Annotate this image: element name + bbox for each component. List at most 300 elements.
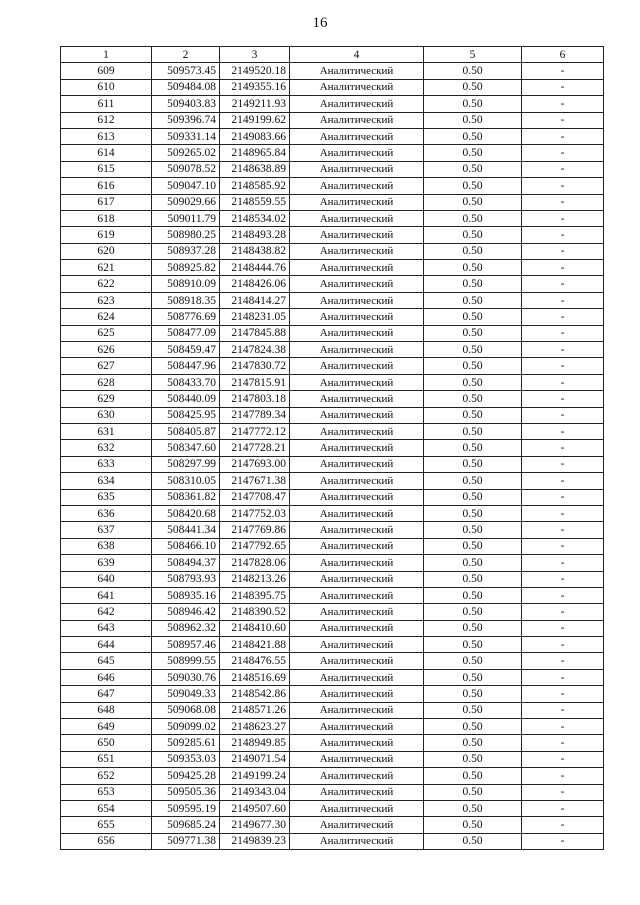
point-number-cell: 615: [61, 161, 152, 177]
table-row: [61, 587, 604, 603]
description-cell: -: [522, 833, 604, 849]
description-cell: -: [522, 63, 604, 79]
x-coordinate-cell: 509029.66: [152, 194, 220, 210]
x-coordinate-cell: 508935.16: [152, 587, 220, 603]
method-cell: Аналитический: [290, 620, 424, 636]
method-cell: Аналитический: [290, 358, 424, 374]
description-cell: -: [522, 719, 604, 735]
header-x-coordinate: 2: [152, 47, 220, 63]
point-number-cell: 631: [61, 423, 152, 439]
y-coordinate-cell: 2148421.88: [220, 637, 290, 653]
accuracy-cell: 0.50: [424, 128, 522, 144]
method-cell: Аналитический: [290, 751, 424, 767]
x-coordinate-cell: 508441.34: [152, 522, 220, 538]
y-coordinate-cell: 2147789.34: [220, 407, 290, 423]
x-coordinate-cell: 509047.10: [152, 178, 220, 194]
description-cell: -: [522, 505, 604, 521]
description-cell: -: [522, 358, 604, 374]
description-cell: -: [522, 604, 604, 620]
accuracy-cell: 0.50: [424, 473, 522, 489]
x-coordinate-cell: 508361.82: [152, 489, 220, 505]
x-coordinate-cell: 509595.19: [152, 800, 220, 816]
method-cell: Аналитический: [290, 768, 424, 784]
y-coordinate-cell: 2148585.92: [220, 178, 290, 194]
accuracy-cell: 0.50: [424, 538, 522, 554]
accuracy-cell: 0.50: [424, 63, 522, 79]
header-point-number: 1: [61, 47, 152, 63]
y-coordinate-cell: 2147769.86: [220, 522, 290, 538]
description-cell: -: [522, 620, 604, 636]
point-number-cell: 614: [61, 145, 152, 161]
point-number-cell: 609: [61, 63, 152, 79]
description-cell: -: [522, 751, 604, 767]
description-cell: -: [522, 96, 604, 112]
y-coordinate-cell: 2149355.16: [220, 79, 290, 95]
table-row: [61, 145, 604, 161]
accuracy-cell: 0.50: [424, 391, 522, 407]
point-number-cell: 650: [61, 735, 152, 751]
table-row: [61, 79, 604, 95]
accuracy-cell: 0.50: [424, 194, 522, 210]
point-number-cell: 626: [61, 342, 152, 358]
table-row: [61, 161, 604, 177]
method-cell: Аналитический: [290, 342, 424, 358]
y-coordinate-cell: 2149199.24: [220, 768, 290, 784]
method-cell: Аналитический: [290, 522, 424, 538]
description-cell: -: [522, 194, 604, 210]
point-number-cell: 641: [61, 587, 152, 603]
accuracy-cell: 0.50: [424, 276, 522, 292]
method-cell: Аналитический: [290, 833, 424, 849]
table-row: [61, 440, 604, 456]
point-number-cell: 625: [61, 325, 152, 341]
method-cell: Аналитический: [290, 309, 424, 325]
accuracy-cell: 0.50: [424, 669, 522, 685]
y-coordinate-cell: 2148213.26: [220, 571, 290, 587]
method-cell: Аналитический: [290, 604, 424, 620]
point-number-cell: 618: [61, 210, 152, 226]
y-coordinate-cell: 2149083.66: [220, 128, 290, 144]
accuracy-cell: 0.50: [424, 292, 522, 308]
x-coordinate-cell: 508946.42: [152, 604, 220, 620]
accuracy-cell: 0.50: [424, 604, 522, 620]
accuracy-cell: 0.50: [424, 96, 522, 112]
y-coordinate-cell: 2148534.02: [220, 210, 290, 226]
accuracy-cell: 0.50: [424, 571, 522, 587]
x-coordinate-cell: 508957.46: [152, 637, 220, 653]
method-cell: Аналитический: [290, 407, 424, 423]
header-method: 4: [290, 47, 424, 63]
table-row: [61, 309, 604, 325]
description-cell: -: [522, 276, 604, 292]
y-coordinate-cell: 2148414.27: [220, 292, 290, 308]
point-number-cell: 638: [61, 538, 152, 554]
table-row: [61, 227, 604, 243]
y-coordinate-cell: 2148542.86: [220, 686, 290, 702]
point-number-cell: 612: [61, 112, 152, 128]
y-coordinate-cell: 2149520.18: [220, 63, 290, 79]
accuracy-cell: 0.50: [424, 178, 522, 194]
point-number-cell: 619: [61, 227, 152, 243]
table-row: [61, 505, 604, 521]
y-coordinate-cell: 2147671.38: [220, 473, 290, 489]
x-coordinate-cell: 509403.83: [152, 96, 220, 112]
point-number-cell: 639: [61, 555, 152, 571]
table-row: [61, 653, 604, 669]
point-number-cell: 629: [61, 391, 152, 407]
x-coordinate-cell: 508477.09: [152, 325, 220, 341]
description-cell: -: [522, 653, 604, 669]
accuracy-cell: 0.50: [424, 522, 522, 538]
method-cell: Аналитический: [290, 325, 424, 341]
accuracy-cell: 0.50: [424, 833, 522, 849]
accuracy-cell: 0.50: [424, 620, 522, 636]
table-row: [61, 669, 604, 685]
method-cell: Аналитический: [290, 669, 424, 685]
method-cell: Аналитический: [290, 440, 424, 456]
point-number-cell: 635: [61, 489, 152, 505]
y-coordinate-cell: 2148438.82: [220, 243, 290, 259]
description-cell: -: [522, 178, 604, 194]
y-coordinate-cell: 2148623.27: [220, 719, 290, 735]
y-coordinate-cell: 2148559.55: [220, 194, 290, 210]
y-coordinate-cell: 2147792.65: [220, 538, 290, 554]
method-cell: Аналитический: [290, 735, 424, 751]
description-cell: -: [522, 817, 604, 833]
description-cell: -: [522, 587, 604, 603]
x-coordinate-cell: 509099.02: [152, 719, 220, 735]
table-row: [61, 768, 604, 784]
header-accuracy: 5: [424, 47, 522, 63]
x-coordinate-cell: 509285.61: [152, 735, 220, 751]
table-row: [61, 128, 604, 144]
accuracy-cell: 0.50: [424, 800, 522, 816]
table-row: [61, 751, 604, 767]
y-coordinate-cell: 2149343.04: [220, 784, 290, 800]
table-row: [61, 571, 604, 587]
y-coordinate-cell: 2147803.18: [220, 391, 290, 407]
x-coordinate-cell: 508980.25: [152, 227, 220, 243]
accuracy-cell: 0.50: [424, 784, 522, 800]
description-cell: -: [522, 669, 604, 685]
method-cell: Аналитический: [290, 423, 424, 439]
point-number-cell: 649: [61, 719, 152, 735]
description-cell: -: [522, 342, 604, 358]
accuracy-cell: 0.50: [424, 227, 522, 243]
method-cell: Аналитический: [290, 391, 424, 407]
table-row: [61, 555, 604, 571]
x-coordinate-cell: 508999.55: [152, 653, 220, 669]
method-cell: Аналитический: [290, 800, 424, 816]
accuracy-cell: 0.50: [424, 342, 522, 358]
method-cell: Аналитический: [290, 96, 424, 112]
point-number-cell: 632: [61, 440, 152, 456]
accuracy-cell: 0.50: [424, 702, 522, 718]
x-coordinate-cell: 508347.60: [152, 440, 220, 456]
description-cell: -: [522, 79, 604, 95]
table-row: [61, 260, 604, 276]
y-coordinate-cell: 2149507.60: [220, 800, 290, 816]
point-number-cell: 647: [61, 686, 152, 702]
description-cell: -: [522, 407, 604, 423]
point-number-cell: 620: [61, 243, 152, 259]
x-coordinate-cell: 508425.95: [152, 407, 220, 423]
point-number-cell: 651: [61, 751, 152, 767]
y-coordinate-cell: 2149211.93: [220, 96, 290, 112]
accuracy-cell: 0.50: [424, 161, 522, 177]
table-row: [61, 423, 604, 439]
y-coordinate-cell: 2147708.47: [220, 489, 290, 505]
x-coordinate-cell: 509484.08: [152, 79, 220, 95]
x-coordinate-cell: 508962.32: [152, 620, 220, 636]
x-coordinate-cell: 509030.76: [152, 669, 220, 685]
x-coordinate-cell: 508310.05: [152, 473, 220, 489]
accuracy-cell: 0.50: [424, 751, 522, 767]
method-cell: Аналитический: [290, 686, 424, 702]
table-row: [61, 473, 604, 489]
description-cell: -: [522, 538, 604, 554]
point-number-cell: 656: [61, 833, 152, 849]
point-number-cell: 622: [61, 276, 152, 292]
description-cell: -: [522, 227, 604, 243]
x-coordinate-cell: 509331.14: [152, 128, 220, 144]
y-coordinate-cell: 2149677.30: [220, 817, 290, 833]
point-number-cell: 621: [61, 260, 152, 276]
x-coordinate-cell: 509425.28: [152, 768, 220, 784]
y-coordinate-cell: 2148476.55: [220, 653, 290, 669]
y-coordinate-cell: 2148965.84: [220, 145, 290, 161]
table-row: [61, 325, 604, 341]
method-cell: Аналитический: [290, 128, 424, 144]
method-cell: Аналитический: [290, 194, 424, 210]
table-row: [61, 604, 604, 620]
x-coordinate-cell: 509068.08: [152, 702, 220, 718]
point-number-cell: 640: [61, 571, 152, 587]
point-number-cell: 633: [61, 456, 152, 472]
description-cell: -: [522, 210, 604, 226]
description-cell: -: [522, 686, 604, 702]
method-cell: Аналитический: [290, 374, 424, 390]
description-cell: -: [522, 555, 604, 571]
table-row: [61, 800, 604, 816]
x-coordinate-cell: 508494.37: [152, 555, 220, 571]
accuracy-cell: 0.50: [424, 210, 522, 226]
accuracy-cell: 0.50: [424, 489, 522, 505]
method-cell: Аналитический: [290, 145, 424, 161]
point-number-cell: 617: [61, 194, 152, 210]
method-cell: Аналитический: [290, 243, 424, 259]
accuracy-cell: 0.50: [424, 407, 522, 423]
x-coordinate-cell: 509265.02: [152, 145, 220, 161]
point-number-cell: 627: [61, 358, 152, 374]
x-coordinate-cell: 508910.09: [152, 276, 220, 292]
table-row: [61, 784, 604, 800]
point-number-cell: 655: [61, 817, 152, 833]
table-row: [61, 342, 604, 358]
description-cell: -: [522, 391, 604, 407]
method-cell: Аналитический: [290, 702, 424, 718]
description-cell: -: [522, 702, 604, 718]
accuracy-cell: 0.50: [424, 505, 522, 521]
point-number-cell: 637: [61, 522, 152, 538]
table-row: [61, 538, 604, 554]
x-coordinate-cell: 509685.24: [152, 817, 220, 833]
y-coordinate-cell: 2148395.75: [220, 587, 290, 603]
accuracy-cell: 0.50: [424, 145, 522, 161]
description-cell: -: [522, 489, 604, 505]
table-row: [61, 358, 604, 374]
accuracy-cell: 0.50: [424, 423, 522, 439]
description-cell: -: [522, 325, 604, 341]
table-row: [61, 719, 604, 735]
method-cell: Аналитический: [290, 505, 424, 521]
method-cell: Аналитический: [290, 653, 424, 669]
description-cell: -: [522, 735, 604, 751]
method-cell: Аналитический: [290, 456, 424, 472]
table-row: [61, 194, 604, 210]
x-coordinate-cell: 509078.52: [152, 161, 220, 177]
method-cell: Аналитический: [290, 473, 424, 489]
point-number-cell: 652: [61, 768, 152, 784]
accuracy-cell: 0.50: [424, 719, 522, 735]
description-cell: -: [522, 456, 604, 472]
method-cell: Аналитический: [290, 538, 424, 554]
y-coordinate-cell: 2147728.21: [220, 440, 290, 456]
accuracy-cell: 0.50: [424, 456, 522, 472]
accuracy-cell: 0.50: [424, 768, 522, 784]
table-header-row: [61, 47, 604, 63]
method-cell: Аналитический: [290, 637, 424, 653]
accuracy-cell: 0.50: [424, 686, 522, 702]
table-row: [61, 276, 604, 292]
x-coordinate-cell: 509353.03: [152, 751, 220, 767]
table-row: [61, 178, 604, 194]
table-row: [61, 522, 604, 538]
method-cell: Аналитический: [290, 79, 424, 95]
y-coordinate-cell: 2148426.06: [220, 276, 290, 292]
method-cell: Аналитический: [290, 260, 424, 276]
accuracy-cell: 0.50: [424, 555, 522, 571]
accuracy-cell: 0.50: [424, 79, 522, 95]
x-coordinate-cell: 508937.28: [152, 243, 220, 259]
accuracy-cell: 0.50: [424, 735, 522, 751]
header-y-coordinate: 3: [220, 47, 290, 63]
table-row: [61, 817, 604, 833]
y-coordinate-cell: 2147830.72: [220, 358, 290, 374]
description-cell: -: [522, 309, 604, 325]
header-description: 6: [522, 47, 604, 63]
coordinates-table: [60, 46, 604, 850]
method-cell: Аналитический: [290, 161, 424, 177]
point-number-cell: 634: [61, 473, 152, 489]
point-number-cell: 610: [61, 79, 152, 95]
point-number-cell: 611: [61, 96, 152, 112]
point-number-cell: 630: [61, 407, 152, 423]
x-coordinate-cell: 508793.93: [152, 571, 220, 587]
x-coordinate-cell: 508447.96: [152, 358, 220, 374]
description-cell: -: [522, 784, 604, 800]
description-cell: -: [522, 768, 604, 784]
point-number-cell: 624: [61, 309, 152, 325]
table-row: [61, 391, 604, 407]
x-coordinate-cell: 509573.45: [152, 63, 220, 79]
y-coordinate-cell: 2148516.69: [220, 669, 290, 685]
point-number-cell: 654: [61, 800, 152, 816]
accuracy-cell: 0.50: [424, 440, 522, 456]
x-coordinate-cell: 508925.82: [152, 260, 220, 276]
description-cell: -: [522, 161, 604, 177]
accuracy-cell: 0.50: [424, 243, 522, 259]
y-coordinate-cell: 2148410.60: [220, 620, 290, 636]
x-coordinate-cell: 508466.10: [152, 538, 220, 554]
description-cell: -: [522, 473, 604, 489]
method-cell: Аналитический: [290, 178, 424, 194]
x-coordinate-cell: 508420.68: [152, 505, 220, 521]
table-row: [61, 686, 604, 702]
description-cell: -: [522, 145, 604, 161]
accuracy-cell: 0.50: [424, 637, 522, 653]
method-cell: Аналитический: [290, 719, 424, 735]
y-coordinate-cell: 2148638.89: [220, 161, 290, 177]
y-coordinate-cell: 2147828.06: [220, 555, 290, 571]
y-coordinate-cell: 2148949.85: [220, 735, 290, 751]
table-row: [61, 292, 604, 308]
y-coordinate-cell: 2147752.03: [220, 505, 290, 521]
y-coordinate-cell: 2147845.88: [220, 325, 290, 341]
table-row: [61, 374, 604, 390]
method-cell: Аналитический: [290, 571, 424, 587]
point-number-cell: 616: [61, 178, 152, 194]
point-number-cell: 644: [61, 637, 152, 653]
method-cell: Аналитический: [290, 276, 424, 292]
table-row: [61, 210, 604, 226]
method-cell: Аналитический: [290, 63, 424, 79]
accuracy-cell: 0.50: [424, 112, 522, 128]
table-body: [61, 63, 604, 850]
x-coordinate-cell: 508405.87: [152, 423, 220, 439]
accuracy-cell: 0.50: [424, 260, 522, 276]
description-cell: -: [522, 522, 604, 538]
point-number-cell: 645: [61, 653, 152, 669]
table-row: [61, 112, 604, 128]
accuracy-cell: 0.50: [424, 325, 522, 341]
y-coordinate-cell: 2148231.05: [220, 309, 290, 325]
x-coordinate-cell: 508433.70: [152, 374, 220, 390]
point-number-cell: 613: [61, 128, 152, 144]
description-cell: -: [522, 243, 604, 259]
accuracy-cell: 0.50: [424, 374, 522, 390]
page-number: 16: [312, 15, 328, 31]
description-cell: -: [522, 260, 604, 276]
y-coordinate-cell: 2147772.12: [220, 423, 290, 439]
x-coordinate-cell: 509396.74: [152, 112, 220, 128]
y-coordinate-cell: 2147693.00: [220, 456, 290, 472]
table-row: [61, 489, 604, 505]
x-coordinate-cell: 509505.36: [152, 784, 220, 800]
method-cell: Аналитический: [290, 817, 424, 833]
method-cell: Аналитический: [290, 555, 424, 571]
table-row: [61, 620, 604, 636]
method-cell: Аналитический: [290, 784, 424, 800]
point-number-cell: 646: [61, 669, 152, 685]
x-coordinate-cell: 509049.33: [152, 686, 220, 702]
point-number-cell: 628: [61, 374, 152, 390]
accuracy-cell: 0.50: [424, 817, 522, 833]
accuracy-cell: 0.50: [424, 587, 522, 603]
description-cell: -: [522, 800, 604, 816]
x-coordinate-cell: 508297.99: [152, 456, 220, 472]
accuracy-cell: 0.50: [424, 653, 522, 669]
